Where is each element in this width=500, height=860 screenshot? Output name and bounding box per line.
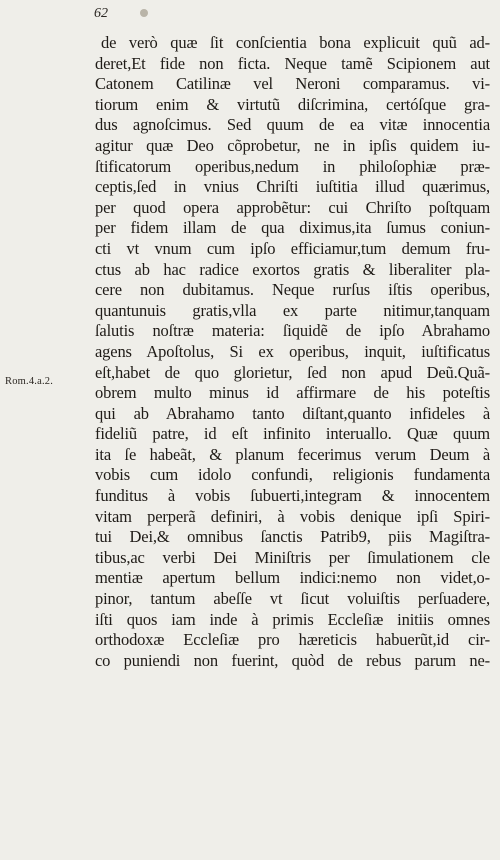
text-line: dus agnoſcimus. Sed quum de ea vitæ innocentia (95, 115, 490, 135)
text-line: cere non dubitamus. Neque rurſus iſtis operibus, (95, 280, 490, 300)
text-line: agitur quæ Deo cõprobetur, ne in ipſis quidem iu- (95, 135, 490, 155)
text-line: Catonem Catilinæ vel Neroni comparamus. vi- (95, 74, 490, 94)
text-line: tibus,ac verbi Dei Miniſtris per ſimulationem cle (95, 547, 490, 567)
ornament-dot (140, 9, 148, 17)
text-line: cti vt vnum cum ipſo efficiamur,tum demum fru- (95, 238, 490, 258)
text-line: ſtificatorum operibus,nedum in philoſophiæ præ- (95, 156, 490, 176)
text-line: orthodoxæ Eccleſiæ pro hæreticis habuerũt,id cir- (95, 630, 490, 650)
text-line: per fidem illam de qua diximus,ita ſumus coniun- (95, 218, 490, 238)
text-line: vobis cum idolo confundi, religionis fundamenta (95, 465, 490, 485)
text-line: iſti quos iam inde à primis Eccleſiæ initiis omnes (95, 609, 490, 629)
text-line: eſt,habet de quo glorietur, ſed non apud Deũ.Quã- (95, 362, 490, 382)
text-line: ita ſe habeãt, & planum fecerimus verum Deum à (95, 444, 490, 464)
text-line: per quod opera approbẽtur: cui Chriſto poſtquam (95, 197, 490, 217)
text-line: ſalutis noſtræ materia: ſiquidẽ de ipſo Abrahamo (95, 321, 490, 341)
text-line: mentiæ apertum bellum indici:nemo non videt,o- (95, 568, 490, 588)
page-number: 62 (94, 6, 108, 21)
text-line: tui Dei,& omnibus ſanctis Patrib9, piis Magiſtra- (95, 527, 490, 547)
text-line: tiorum enim & virtutũ diſcrimina, certóſque gra- (95, 94, 490, 114)
marginal-note: Rom.4.a.2. (5, 376, 54, 387)
text-line: fideliũ patre, id eſt infinito interuallo. Quæ quum (95, 424, 490, 444)
text-line: pinor, tantum abeſſe vt ſicut voluiſtis perſuadere, (95, 589, 490, 609)
text-line: agens Apoſtolus, Si ex operibus, inquit, iuſtificatus (95, 341, 490, 361)
text-line: ceptis,ſed in vnius Chriſti iuſtitia illud quærimus, (95, 177, 490, 197)
text-line: de verò quæ ſit conſcientia bona explicuit quũ ad- (101, 33, 490, 52)
text-block (95, 33, 490, 671)
text-line: vitam perperã definiri, à vobis denique ipſi Spiri- (95, 506, 490, 526)
text-line: obrem multo minus id affirmare de his poteſtis (95, 383, 490, 403)
text-line: qui ab Abrahamo tanto diſtant,quanto infideles à (95, 403, 490, 423)
text-line: funditus à vobis ſubuerti,integram & innocentem (95, 486, 490, 506)
text-line: co puniendi non fuerint, quòd de rebus parum ne- (95, 650, 490, 670)
text-line: ctus ab hac radice exortos gratis & liberaliter pla- (95, 259, 490, 279)
text-line: quantunuis gratis,vlla ex parte nitimur,tanquam (95, 300, 490, 320)
text-line: deret,Et fide non ficta. Neque tamẽ Scipionem aut (95, 53, 490, 73)
